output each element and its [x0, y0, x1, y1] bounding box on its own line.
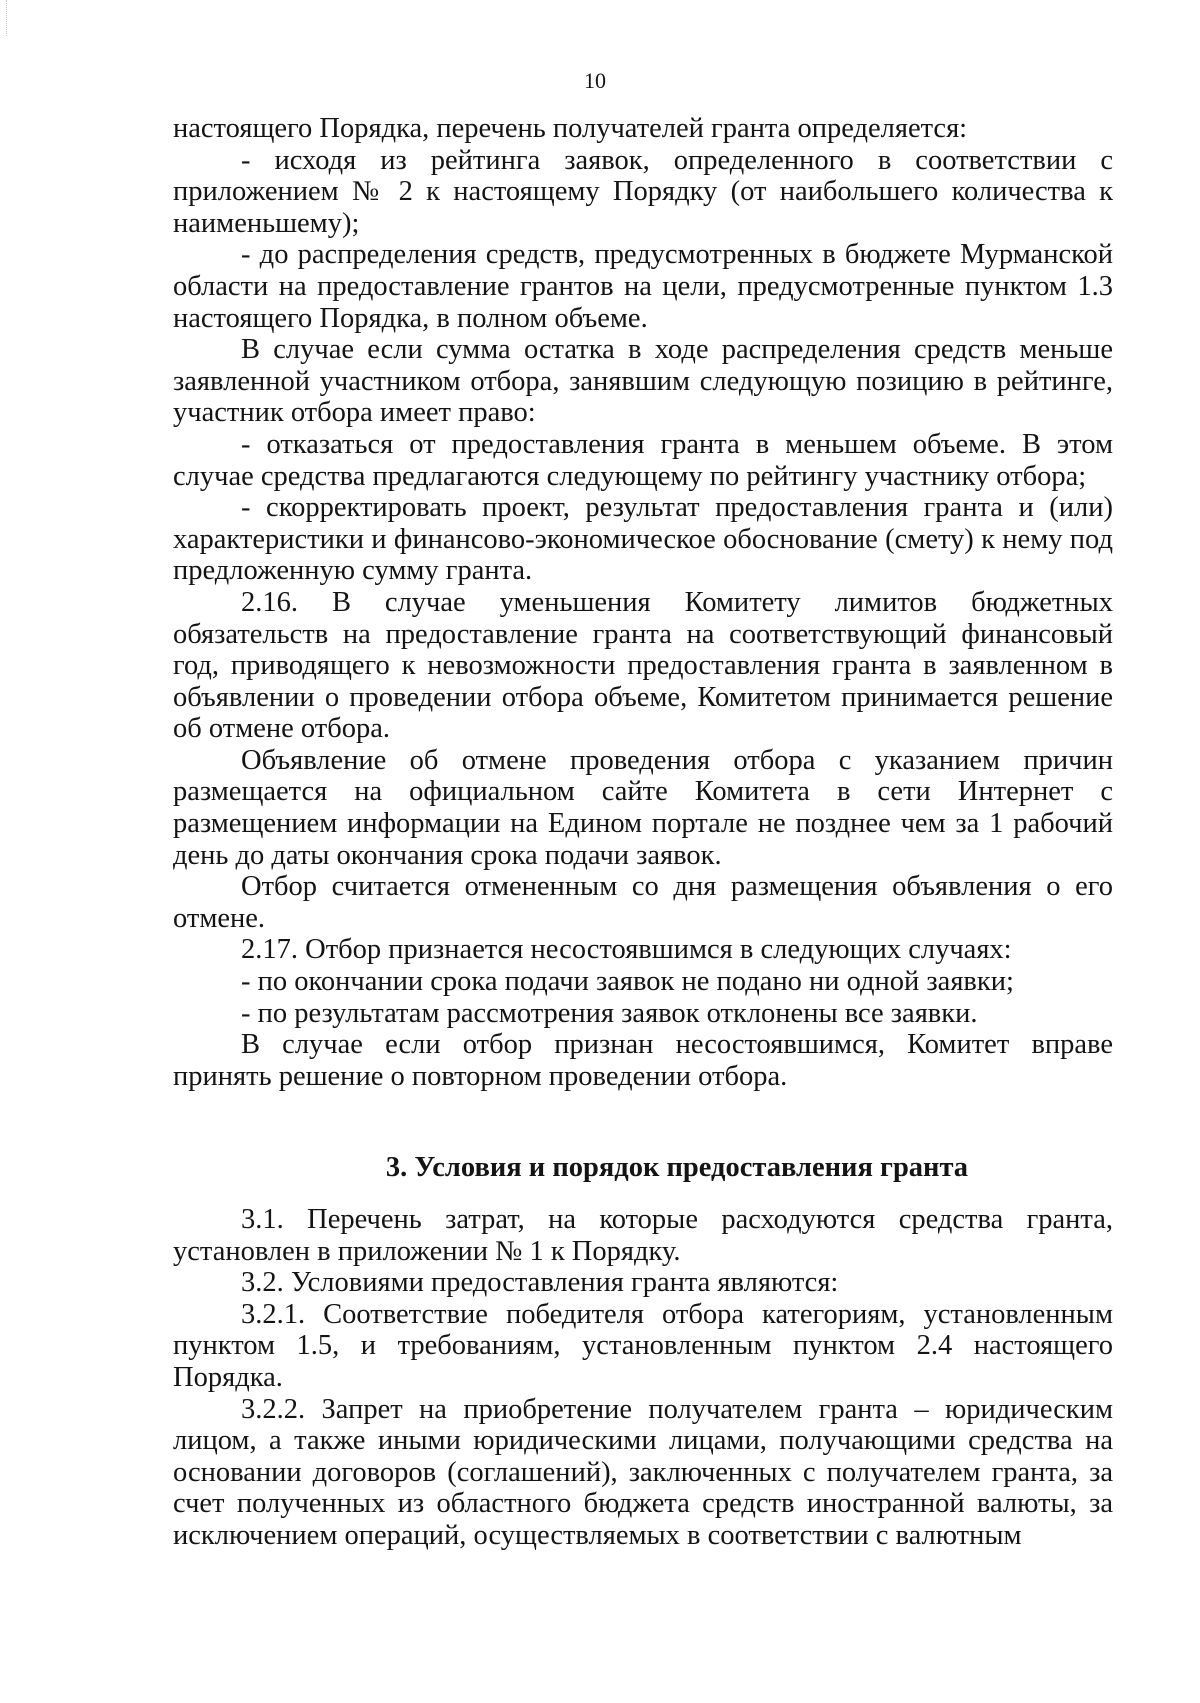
- paragraph: 3.2.1. Соответствие победителя отбора категориям, установленным пунктом 1.5, и требованиям, установленным пунктом 2.4 настоящего Порядка.: [173, 1298, 1113, 1393]
- paragraph: - до распределения средств, предусмотренных в бюджете Мурманской области на предоставление грантов на цели, предусмотренные пунктом 1.3 настоящего Порядка, в полном объеме.: [173, 239, 1113, 334]
- paragraph: 2.17. Отбор признается несостоявшимся в следующих случаях:: [241, 934, 1012, 966]
- paragraph: - исходя из рейтинга заявок, определенного в соответствии с приложением № 2 к настоящему Порядку (от наибольшего количества к наименьшему);: [173, 144, 1113, 239]
- paragraph: - скорректировать проект, результат предоставления гранта и (или) характеристики и финансово-экономическое обоснование (смету) к нему под предложенную сумму гранта.: [173, 492, 1113, 587]
- paragraph: В случае если отбор признан несостоявшимся, Комитет вправе принять решение о повторном проведении отбора.: [173, 1029, 1113, 1092]
- paragraphs-after-heading: [173, 1204, 1113, 1552]
- paragraph: Объявление об отмене проведения отбора с указанием причин размещается на официальном сайте Комитета в сети Интернет с размещением информации на Едином портале не позднее чем за 1 рабочий день до даты окончания срока подачи заявок.: [173, 744, 1113, 871]
- paragraph: В случае если сумма остатка в ходе распределения средств меньше заявленной участником отбора, занявшим следующую позицию в рейтинге, участник отбора имеет право:: [173, 334, 1113, 429]
- scan-edge-mark: [6, 0, 9, 36]
- page-body: [173, 113, 1113, 1552]
- paragraph: 2.16. В случае уменьшения Комитету лимитов бюджетных обязательств на предоставление гранта на соответствующий финансовый год, приводящего к невозможности предоставления гранта в заявленном в объявлении о проведении отбора объеме, Комитетом принимается решение об отмене отбора.: [173, 586, 1113, 745]
- paragraph: - по окончании срока подачи заявок не подано ни одной заявки;: [241, 966, 1014, 998]
- paragraph: 3.2.2. Запрет на приобретение получателем гранта – юридическим лицом, а также иными юридическими лицами, получающими средства на основании договоров (соглашений), заключенных с получателем гранта, за счет полученных из областного бюджета средств иностранной валюты, за исключением операций, осуществляемых в соответствии с валютным: [173, 1393, 1113, 1551]
- paragraph: Отбор считается отмененным со дня размещения объявления о его отмене.: [173, 871, 1113, 934]
- paragraph: - отказаться от предоставления гранта в меньшем объеме. В этом случае средства предлагаются следующему по рейтингу участнику отбора;: [173, 428, 1113, 492]
- section-heading: 3. Условия и порядок предоставления гранта: [385, 1152, 969, 1184]
- paragraph: 3.2. Условиями предоставления гранта являются:: [241, 1267, 839, 1299]
- paragraph: настоящего Порядка, перечень получателей гранта определяется:: [173, 113, 968, 144]
- paragraphs-before-heading: [173, 113, 1113, 1092]
- page-number: 10: [584, 68, 606, 93]
- paragraph: - по результатам рассмотрения заявок отклонены все заявки.: [241, 997, 978, 1029]
- paragraph: 3.1. Перечень затрат, на которые расходуются средства гранта, установлен в приложении № 1 к Порядку.: [173, 1204, 1113, 1267]
